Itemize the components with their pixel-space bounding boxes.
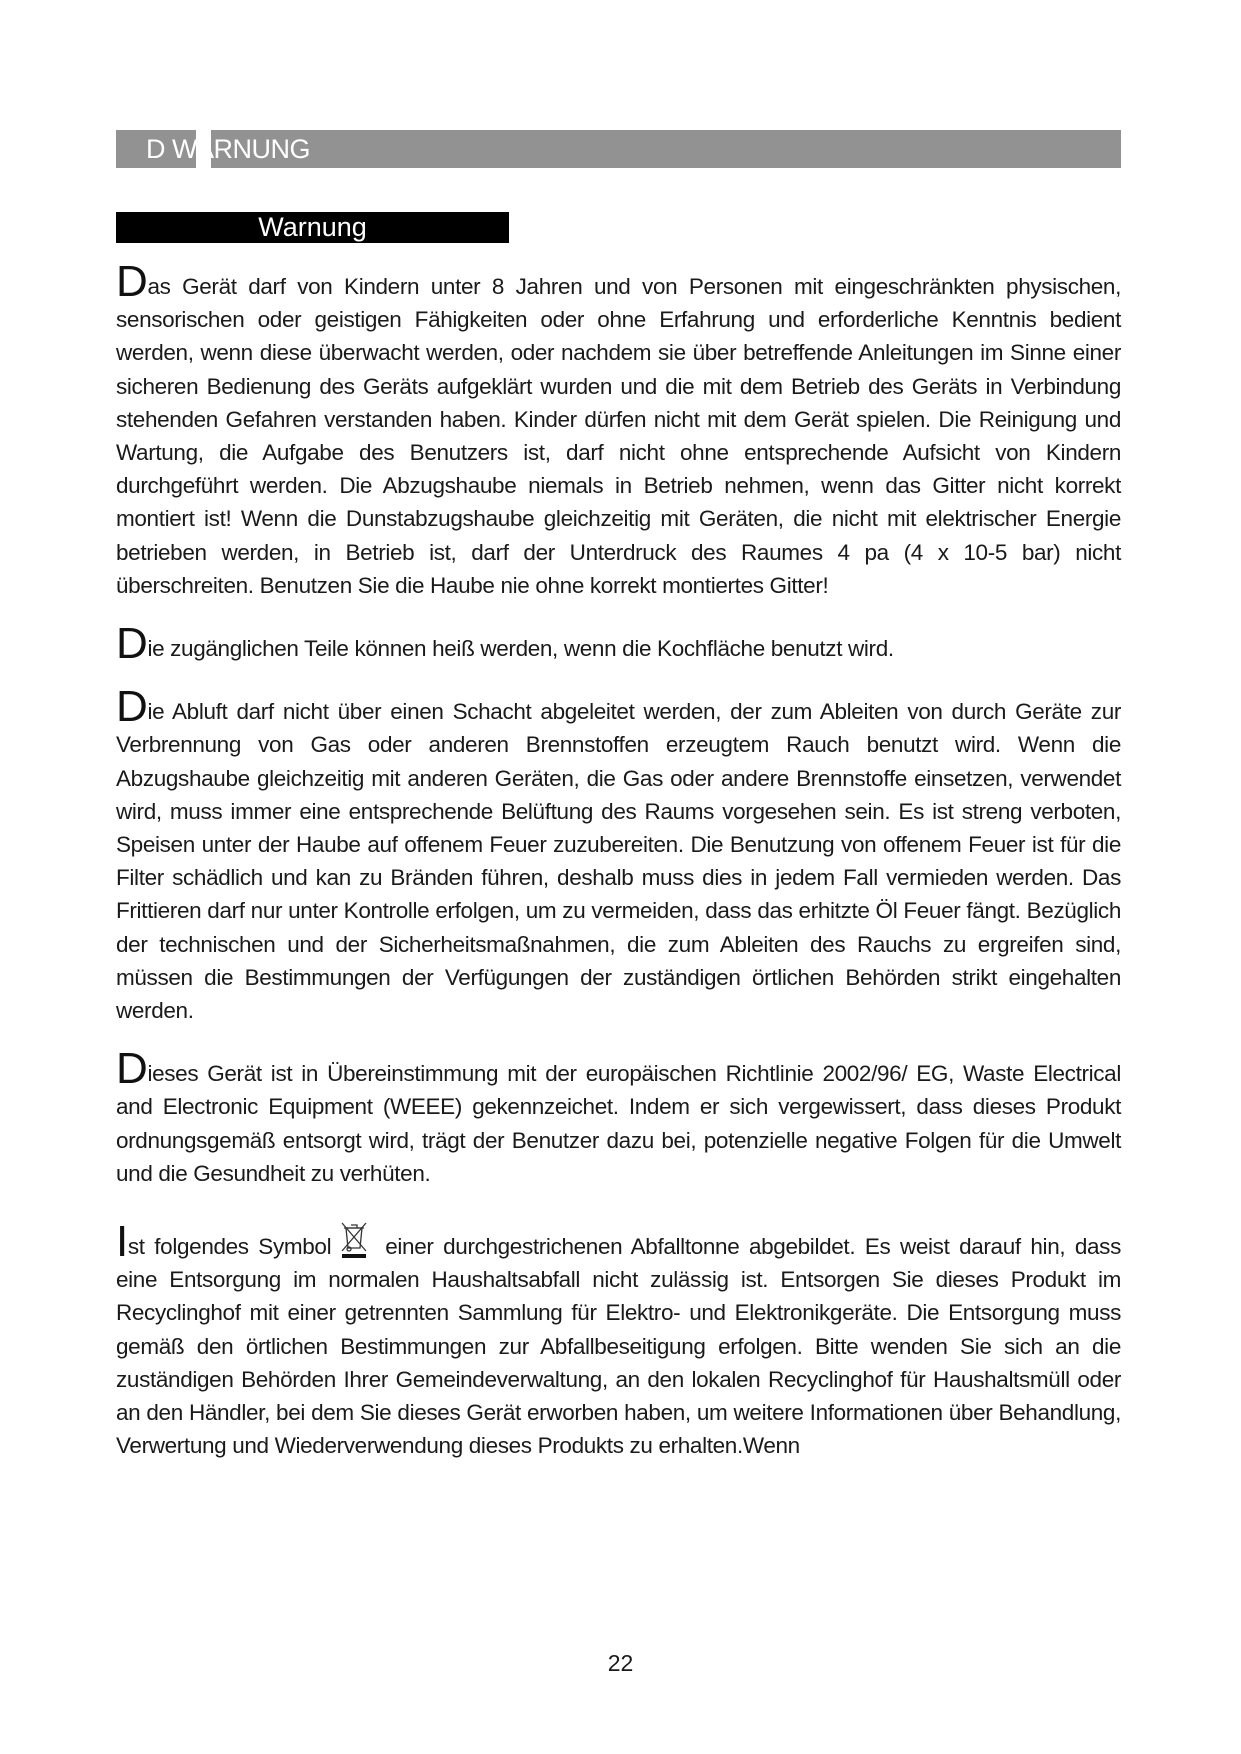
paragraph-weee: Ist folgendes Symbol einer durchgestrichenen Abfalltonne abgebildet. Es weist darauf hin, dass eine Entsorgung im normalen Haushaltsabfall nicht zulässig ist. Entsorgen Sie dieses Produkt im Recyclinghof mit einer getrennten Sammlung für Elektro- und Elektronikgeräte. Die Entsorgung muss gemäß den örtlichen Bestimmungen zur Abfallbeseitigung erfolgen. Bitte wenden Sie sich an die zuständigen Behörden Ihrer Gemeindeverwaltung, an den lokalen Recyclinghof für Haushaltsmüll oder an den Händler, bei dem Sie dieses Gerät erworben haben, um weitere Informationen über Behandlung, Verwertung und Wiederverwendung dieses Produkts zu erhalten.Wenn bbox=[116, 1217, 1121, 1459]
paragraph: Das Gerät darf von Kindern unter 8 Jahren und von Personen mit eingeschränkten physischen, sensorischen oder geistigen Fähigkeiten oder ohne Erfahrung und erforderliche Kenntnis bedient werden, wenn diese überwacht werden, oder nachdem sie über betreffende Anleitungen im Sinne einer sicheren Bedienung des Geräts aufgeklärt wurden und die mit dem Betrieb des Geräts in Verbindung stehenden Gefahren verstanden haben. Kinder dürfen nicht mit dem Gerät spielen. Die Reinigung und Wartung, die Aufgabe des Benutzers ist, darf nicht ohne entsprechende Aufsicht von Kindern durchgeführt werden. Die Abzugshaube niemals in Betrieb nehmen, wenn das Gitter nicht korrekt montiert ist! Wenn die Dunstabzugshaube gleichzeitig mit Geräten, die nicht mit elektrischer Energie betrieben werden, in Betrieb ist, darf der Unterdruck des Raumes 4 pa (4 x 10-5 bar) nicht überschreiten. Benutzen Sie die Haube nie ohne korrekt montiertes Gitter! bbox=[116, 257, 1121, 598]
chapter-title: D WARNUNG bbox=[146, 134, 310, 164]
paragraph: Die Abluft darf nicht über einen Schacht abgeleitet werden, der zum Ableiten von durch Geräte zur Verbrennung von Gas oder anderen Brennstoffen erzeugtem Rauch benutzt wird. Wenn die Abzugshaube gleichzeitig mit anderen Geräten, die Gas oder andere Brennstoffe einsetzen, verwendet wird, muss immer eine entsprechende Belüftung des Raums vorgesehen sein. Es ist streng verboten, Speisen unter der Haube auf offenem Feuer zuzubereiten. Die Benutzung von offenem Feuer ist für die Filter schädlich und kan zu Bränden führen, deshalb muss dies in jedem Fall vermieden werden. Das Frittieren darf nur unter Kontrolle erfolgen, um zu vermeiden, dass das erhitzte Öl Feuer fängt. Bezüglich der technischen und der Sicherheitsmaßnahmen, die zum Ableiten des Rauchs zu ergreifen sind, müssen die Bestimmungen der Verfügungen der zuständigen örtlichen Behörden strikt eingehalten werden. bbox=[116, 682, 1121, 1024]
drop-cap: D bbox=[116, 257, 148, 306]
drop-cap: D bbox=[116, 619, 148, 669]
crossed-out-wheelie-bin-icon bbox=[337, 1220, 371, 1260]
paragraph: Die zugänglichen Teile können heiß werden, wenn die Kochfläche benutzt wird. bbox=[116, 619, 894, 669]
document-body bbox=[116, 257, 1121, 1493]
chapter-header-bar bbox=[116, 130, 1121, 168]
drop-cap: D bbox=[116, 1044, 148, 1094]
paragraph: Dieses Gerät ist in Übereinstimmung mit der europäischen Richtlinie 2002/96/ EG, Waste Electrical and Electronic Equipment (WEEE) gekennzeichet. Indem er sich vergewissert, dass dieses Produkt ordnungsgemäß entsorgt wird, trägt der Benutzer dazu bei, potenzielle negative Folgen für die Umwelt und die Gesundheit zu verhüten. bbox=[116, 1044, 1121, 1186]
drop-cap: D bbox=[116, 682, 148, 732]
page-number: 22 bbox=[607, 1650, 634, 1676]
section-title: Warnung bbox=[116, 212, 509, 243]
drop-cap: I bbox=[116, 1217, 128, 1267]
